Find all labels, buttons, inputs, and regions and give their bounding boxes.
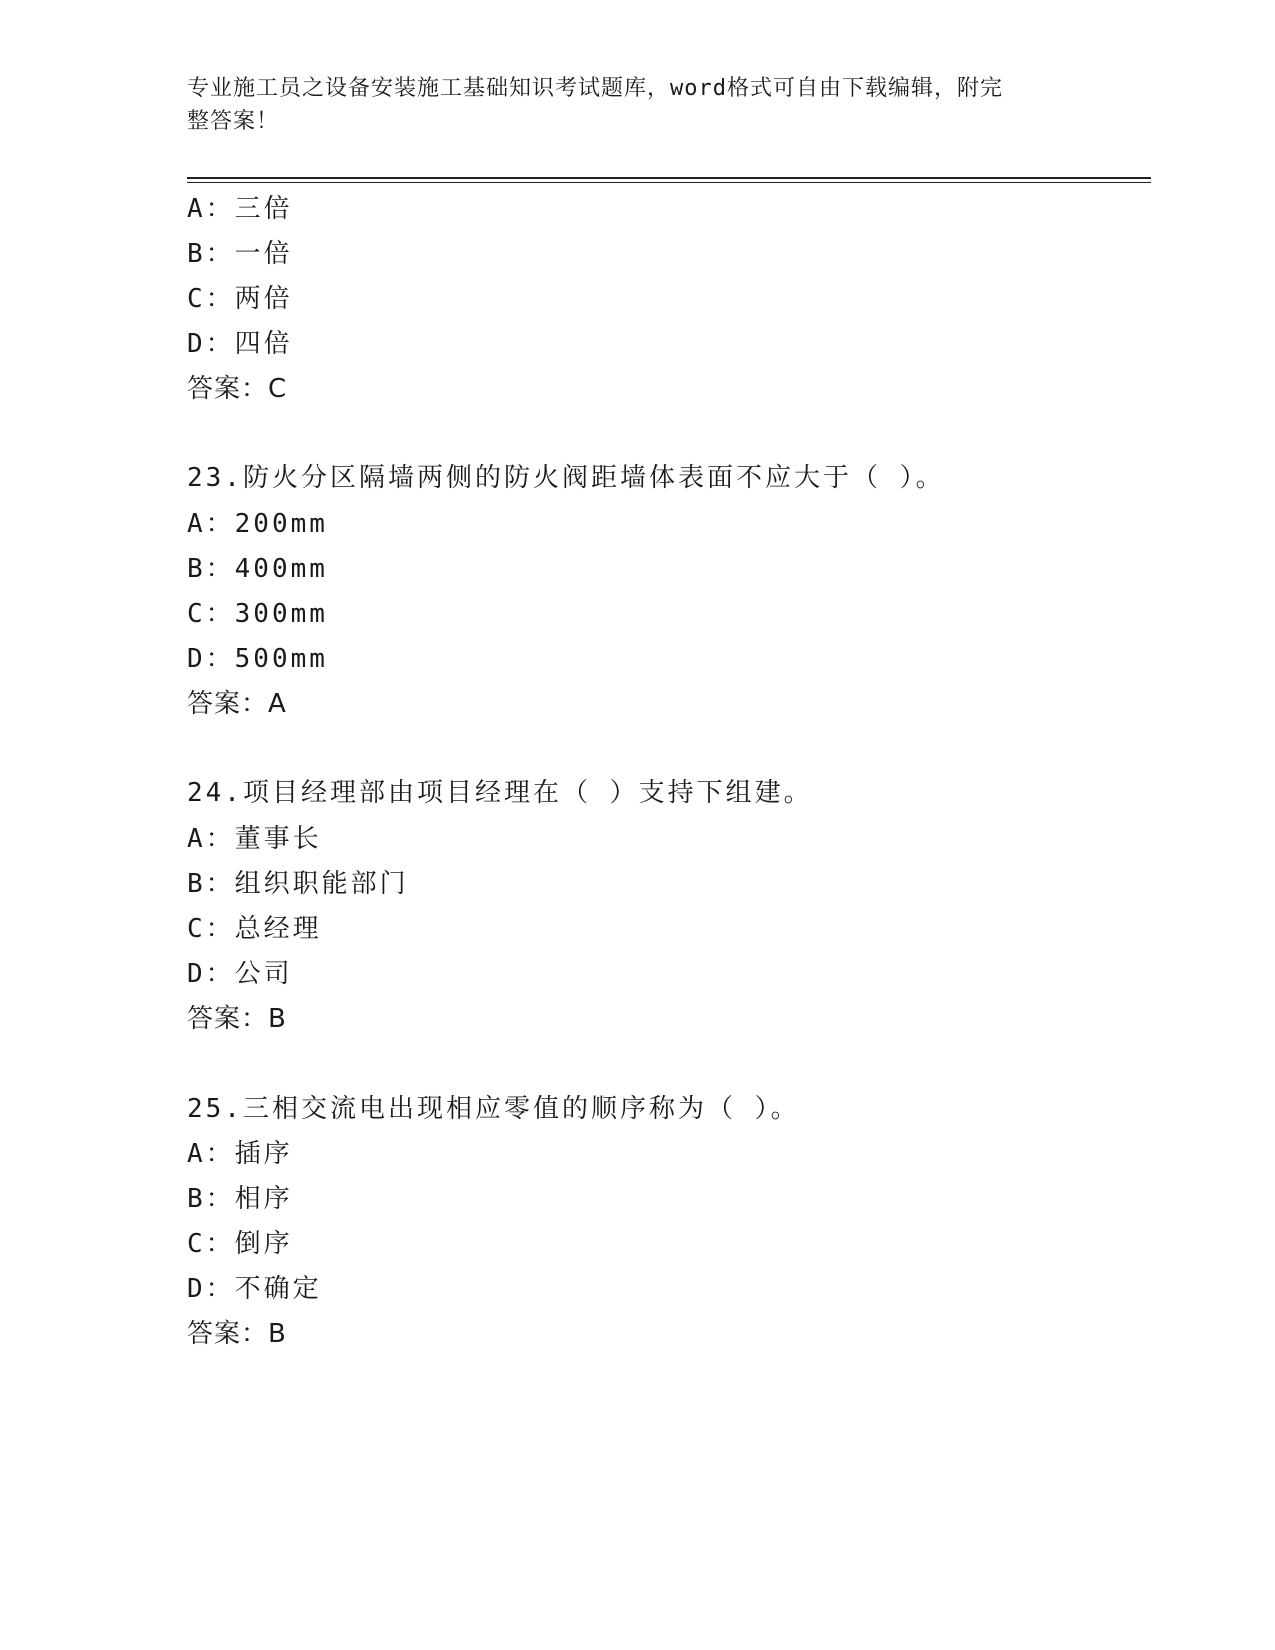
- q22-option-b: B：一倍: [187, 239, 293, 269]
- q23-question: 23.防火分区隔墙两侧的防火阀距墙体表面不应大于（ ）。: [187, 463, 945, 493]
- q24-option-b: B：组织职能部门: [187, 869, 409, 899]
- header-divider-thick: [187, 177, 1151, 179]
- q24-option-d: D：公司: [187, 959, 293, 989]
- q25-option-c: C：倒序: [187, 1229, 293, 1259]
- q22-option-a: A：三倍: [187, 194, 293, 224]
- q25-option-a: A：插序: [187, 1139, 293, 1169]
- q24-question: 24.项目经理部由项目经理在（ ）支持下组建。: [187, 778, 813, 808]
- q23-option-c: C：300mm: [187, 599, 328, 629]
- q24-answer: 答案：B: [187, 1004, 287, 1034]
- q23-option-b: B：400mm: [187, 554, 328, 584]
- header-divider-thin: [187, 182, 1151, 183]
- q25-option-b: B：相序: [187, 1184, 293, 1214]
- q23-answer: 答案：A: [187, 689, 287, 719]
- q22-option-c: C：两倍: [187, 284, 293, 314]
- header-line-1: 专业施工员之设备安装施工基础知识考试题库，word格式可自由下载编辑，附完: [187, 76, 1003, 101]
- q25-question: 25.三相交流电出现相应零值的顺序称为（ ）。: [187, 1094, 800, 1124]
- header-line-2: 整答案！: [187, 109, 280, 134]
- q22-option-d: D：四倍: [187, 329, 293, 359]
- q25-option-d: D：不确定: [187, 1274, 322, 1304]
- q24-option-c: C：总经理: [187, 914, 322, 944]
- q22-answer: 答案：C: [187, 374, 288, 404]
- q23-option-a: A：200mm: [187, 509, 328, 539]
- q25-answer: 答案：B: [187, 1319, 287, 1349]
- document-header: [187, 72, 1087, 138]
- q23-option-d: D：500mm: [187, 644, 328, 674]
- q24-option-a: A：董事长: [187, 824, 322, 854]
